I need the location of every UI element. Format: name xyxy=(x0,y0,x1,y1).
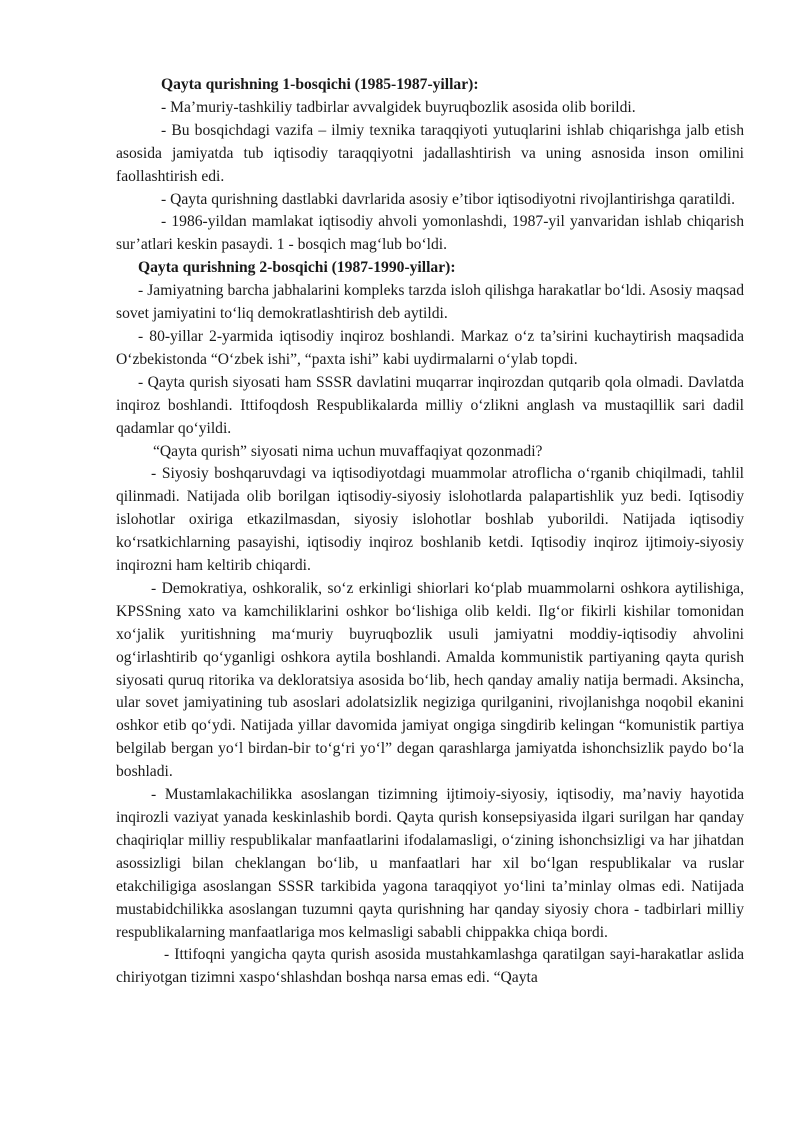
paragraph: - 1986-yildan mamlakat iqtisodiy ahvoli yomonlashdi, 1987-yil yanvaridan ishlab chiqarish sur’atlari keskin pasaydi. 1 - bosqich mag‘lub bo‘ldi. xyxy=(116,213,744,254)
paragraph: - Ma’muriy-tashkiliy tadbirlar avvalgidek buyruqbozlik asosida olib borildi. xyxy=(161,98,636,116)
section-heading-stage-2: Qayta qurishning 2-bosqichi (1987-1990-yillar): xyxy=(138,259,456,277)
paragraph: - Mustamlakachilikka asoslangan tizimning ijtimoiy-siyosiy, iqtisodiy, ma’naviy hayotida inqirozli vaziyat yanada keskinlashib bordi. Qayta qurish konsepsiyasida ilgari surilgan har qanday chaqiriqlar milliy respublikalar manfaatlarini ifodalamasligi, o‘zining ishonchsizligi va har jihatdan asossizligi bilan cheklangan bo‘lib, u manfaatlari har xil bo‘lgan respublikalar va ruslar etakchiligiga asoslangan SSSR tarkibida yagona taraqqiyot yo‘lini ta’minlay olmas edi. Natijada mustabidchilikka asoslangan tuzumni qayta qurishning har qanday siyosiy chora - tadbirlari milliy respublikalarning manfaatlariga mos kelmasligi sababli chippakka chiqa bordi. xyxy=(116,786,744,941)
paragraph: - Bu bosqichdagi vazifa – ilmiy texnika taraqqiyoti yutuqlarini ishlab chiqarishga jalb etish asosida jamiyatda tub iqtisodiy taraqqiyotni jadallashtirish va uning asnosida inson omilini faollashtirish edi. xyxy=(116,121,744,185)
question-line: “Qayta qurish” siyosati nima uchun muvaffaqiyat qozonmadi? xyxy=(153,442,543,460)
section-heading-stage-1: Qayta qurishning 1-bosqichi (1985-1987-yillar): xyxy=(161,76,479,93)
paragraph: - Jamiyatning barcha jabhalarini kompleks tarzda isloh qilishga harakatlar bo‘ldi. Asosiy maqsad sovet jamiyatini to‘liq demokratlashtirish deb aytildi. xyxy=(116,282,744,323)
paragraph: - Siyosiy boshqaruvdagi va iqtisodiyotdagi muammolar atroflicha o‘rganib chiqilmadi, tahlil qilinmadi. Natijada olib borilgan iqtisodiy-siyosiy islohotlarda palapartishlik yuz bedi. Iqtisodiy islohotlar oxiriga etkazilmasdan, siyosiy islohotlar boshlab yuborildi. Natijada iqtisodiy ko‘rsatkichlarning pasayishi, iqtisodiy inqiroz boshlanib ketdi. Iqtisodiy inqiroz ijtimoiy-siyosiy inqirozni ham keltirib chiqardi. xyxy=(116,465,744,575)
paragraph: - Qayta qurish siyosati ham SSSR davlatini muqarrar inqirozdan qutqarib qola olmadi. Davlatda inqiroz boshlandi. Ittifoqdosh Respublikalarda milliy o‘zlikni anglash va mustaqillik sari dadil qadamlar qo‘yildi. xyxy=(116,373,744,437)
paragraph: - Ittifoqni yangicha qayta qurish asosida mustahkamlashga qaratilgan sayi-harakatlar aslida chiriyotgan tizimni xaspo‘shlashdan boshqa narsa emas edi. “Qayta xyxy=(116,946,744,987)
document-page xyxy=(116,74,744,990)
paragraph: - Qayta qurishning dastlabki davrlarida asosiy e’tibor iqtisodiyotni rivojlantirishga qaratildi. xyxy=(161,190,735,208)
paragraph: - Demokratiya, oshkoralik, so‘z erkinligi shiorlari ko‘plab muammolarni oshkora aytilishiga, KPSSning xato va kamchiliklarini oshkor bo‘lishiga olib keldi. Ilg‘or fikirli kishilar tomonidan xo‘jalik yuritishning ma‘muriy buyruqbozlik usuli jamiyatni moddiy-iqtisodiy ahvolini og‘irlashtirib qo‘yganligi oshkora aytila boshlandi. Amalda kommunistik partiyaning qayta qurish siyosati quruq ritorika va dekloratsiya asosida bo‘lib, hech qanday amaliy natija bermadi. Aksincha, ular sovet jamiyatining tub asoslari adolatsizlik negiziga qurilganini, rivojlanishga noqobil ekanini oshkor etib qo‘ydi. Natijada yillar davomida jamiyat ongiga singdirib kelingan “komunistik partiya belgilab bergan yo‘l birdan-bir to‘g‘ri yo‘l” degan qarashlarga jamiyatda ishonchsizlik paydo bo‘la boshladi. xyxy=(116,579,744,781)
paragraph: - 80-yillar 2-yarmida iqtisodiy inqiroz boshlandi. Markaz o‘z ta’sirini kuchaytirish maqsadida O‘zbekistonda “O‘zbek ishi”, “paxta ishi” kabi uydirmalarni o‘ylab topdi. xyxy=(116,327,744,368)
